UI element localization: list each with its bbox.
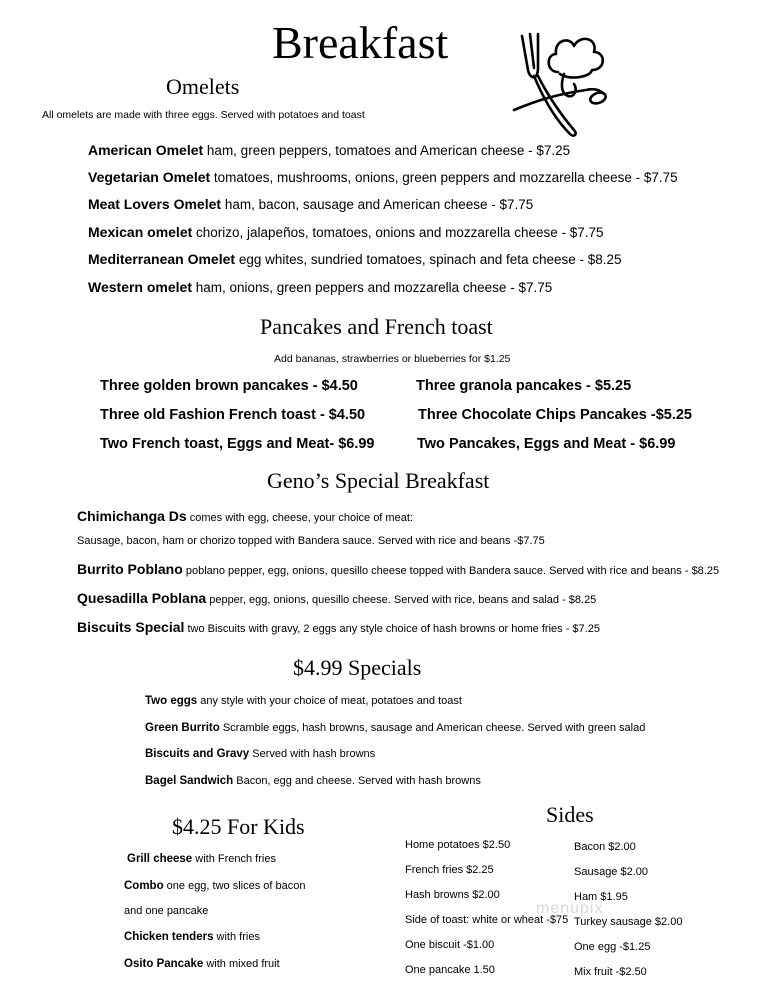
page-title: Breakfast — [272, 17, 449, 68]
side-item: Hash browns $2.00 — [405, 889, 500, 901]
menu-item: Three golden brown pancakes - $4.50 — [100, 378, 358, 394]
menu-item: Bagel Sandwich Bacon, egg and cheese. Served with hash browns — [145, 775, 481, 787]
side-item: Bacon $2.00 — [574, 841, 636, 853]
menu-item: Vegetarian Omelet tomatoes, mushrooms, onions, green peppers and mozzarella cheese - $7.75 — [88, 169, 678, 185]
side-item: Sausage $2.00 — [574, 866, 649, 878]
menu-item: Three old Fashion French toast - $4.50 — [100, 407, 366, 423]
menu-item: Mexican omelet chorizo, jalapeños, tomatoes, onions and mozzarella cheese - $7.75 — [88, 224, 604, 240]
menu-item: American Omelet ham, green peppers, tomatoes and American cheese - $7.25 — [88, 142, 571, 158]
pancakes-note: Add bananas, strawberries or blueberries for $1.25 — [274, 353, 511, 365]
side-item: One pancake 1.50 — [405, 964, 495, 976]
menu-item: Green Burrito Scramble eggs, hash browns, sausage and American cheese. Served with green salad — [145, 722, 646, 734]
menu-item: Two Pancakes, Eggs and Meat - $6.99 — [417, 436, 676, 452]
menu-item-line: Sausage, bacon, ham or chorizo topped with Bandera sauce. Served with rice and beans -$7.75 — [77, 535, 545, 547]
omelets-note: All omelets are made with three eggs. Served with potatoes and toast — [42, 109, 365, 121]
menu-item: Quesadilla Poblana pepper, egg, onions, quesillo cheese. Served with rice, beans and salad - $8.25 — [77, 590, 597, 606]
menu-item: Meat Lovers Omelet ham, bacon, sausage and American cheese - $7.75 — [88, 196, 534, 212]
side-item: French fries $2.25 — [405, 864, 494, 876]
watermark: menupix — [536, 900, 604, 917]
menu-item: Two eggs any style with your choice of meat, potatoes and toast — [145, 695, 462, 707]
side-item: One egg -$1.25 — [574, 941, 651, 953]
side-item: Mix fruit -$2.50 — [574, 966, 647, 978]
menu-item: Combo one egg, two slices of bacon — [124, 880, 306, 892]
menu-item: Biscuits and Gravy Served with hash browns — [145, 748, 376, 760]
specials-heading: $4.99 Specials — [293, 655, 422, 680]
genos-heading: Geno’s Special Breakfast — [267, 468, 490, 493]
kids-heading: $4.25 For Kids — [172, 814, 305, 839]
sides-heading: Sides — [546, 802, 594, 827]
menu-item: Two French toast, Eggs and Meat- $6.99 — [100, 436, 375, 452]
side-item: Side of toast: white or wheat -$75 — [405, 914, 569, 926]
menu-item: Mediterranean Omelet egg whites, sundried tomatoes, spinach and feta cheese - $8.25 — [88, 251, 622, 267]
side-item: One biscuit -$1.00 — [405, 939, 495, 951]
side-item: Turkey sausage $2.00 — [574, 916, 683, 928]
omelets-heading: Omelets — [166, 74, 240, 99]
menu-item: Chimichanga Ds comes with egg, cheese, your choice of meat: — [77, 508, 413, 524]
menu-item: Western omelet ham, onions, green peppers and mozzarella cheese - $7.75 — [88, 279, 553, 295]
menu-item: Osito Pancake with mixed fruit — [124, 958, 280, 970]
menu-item: Three Chocolate Chips Pancakes -$5.25 — [418, 407, 692, 423]
chef-hat-fork-spoon-icon — [508, 30, 620, 142]
pancakes-heading: Pancakes and French toast — [260, 314, 493, 339]
menu-item: Grill cheese with French fries — [127, 853, 276, 865]
side-item: Home potatoes $2.50 — [405, 839, 511, 851]
menu-item: Biscuits Special two Biscuits with gravy, 2 eggs any style choice of hash browns or home fries - $7.25 — [77, 619, 600, 635]
menu-item: Three granola pancakes - $5.25 — [416, 378, 632, 394]
side-item: Ham $1.95 — [574, 891, 628, 903]
menu-item: Chicken tenders with fries — [124, 931, 260, 943]
menu-item-line: and one pancake — [124, 905, 209, 917]
menu-item: Burrito Poblano poblano pepper, egg, onions, quesillo cheese topped with Bandera sauce. Served with rice and beans - $8.25 — [77, 561, 720, 577]
